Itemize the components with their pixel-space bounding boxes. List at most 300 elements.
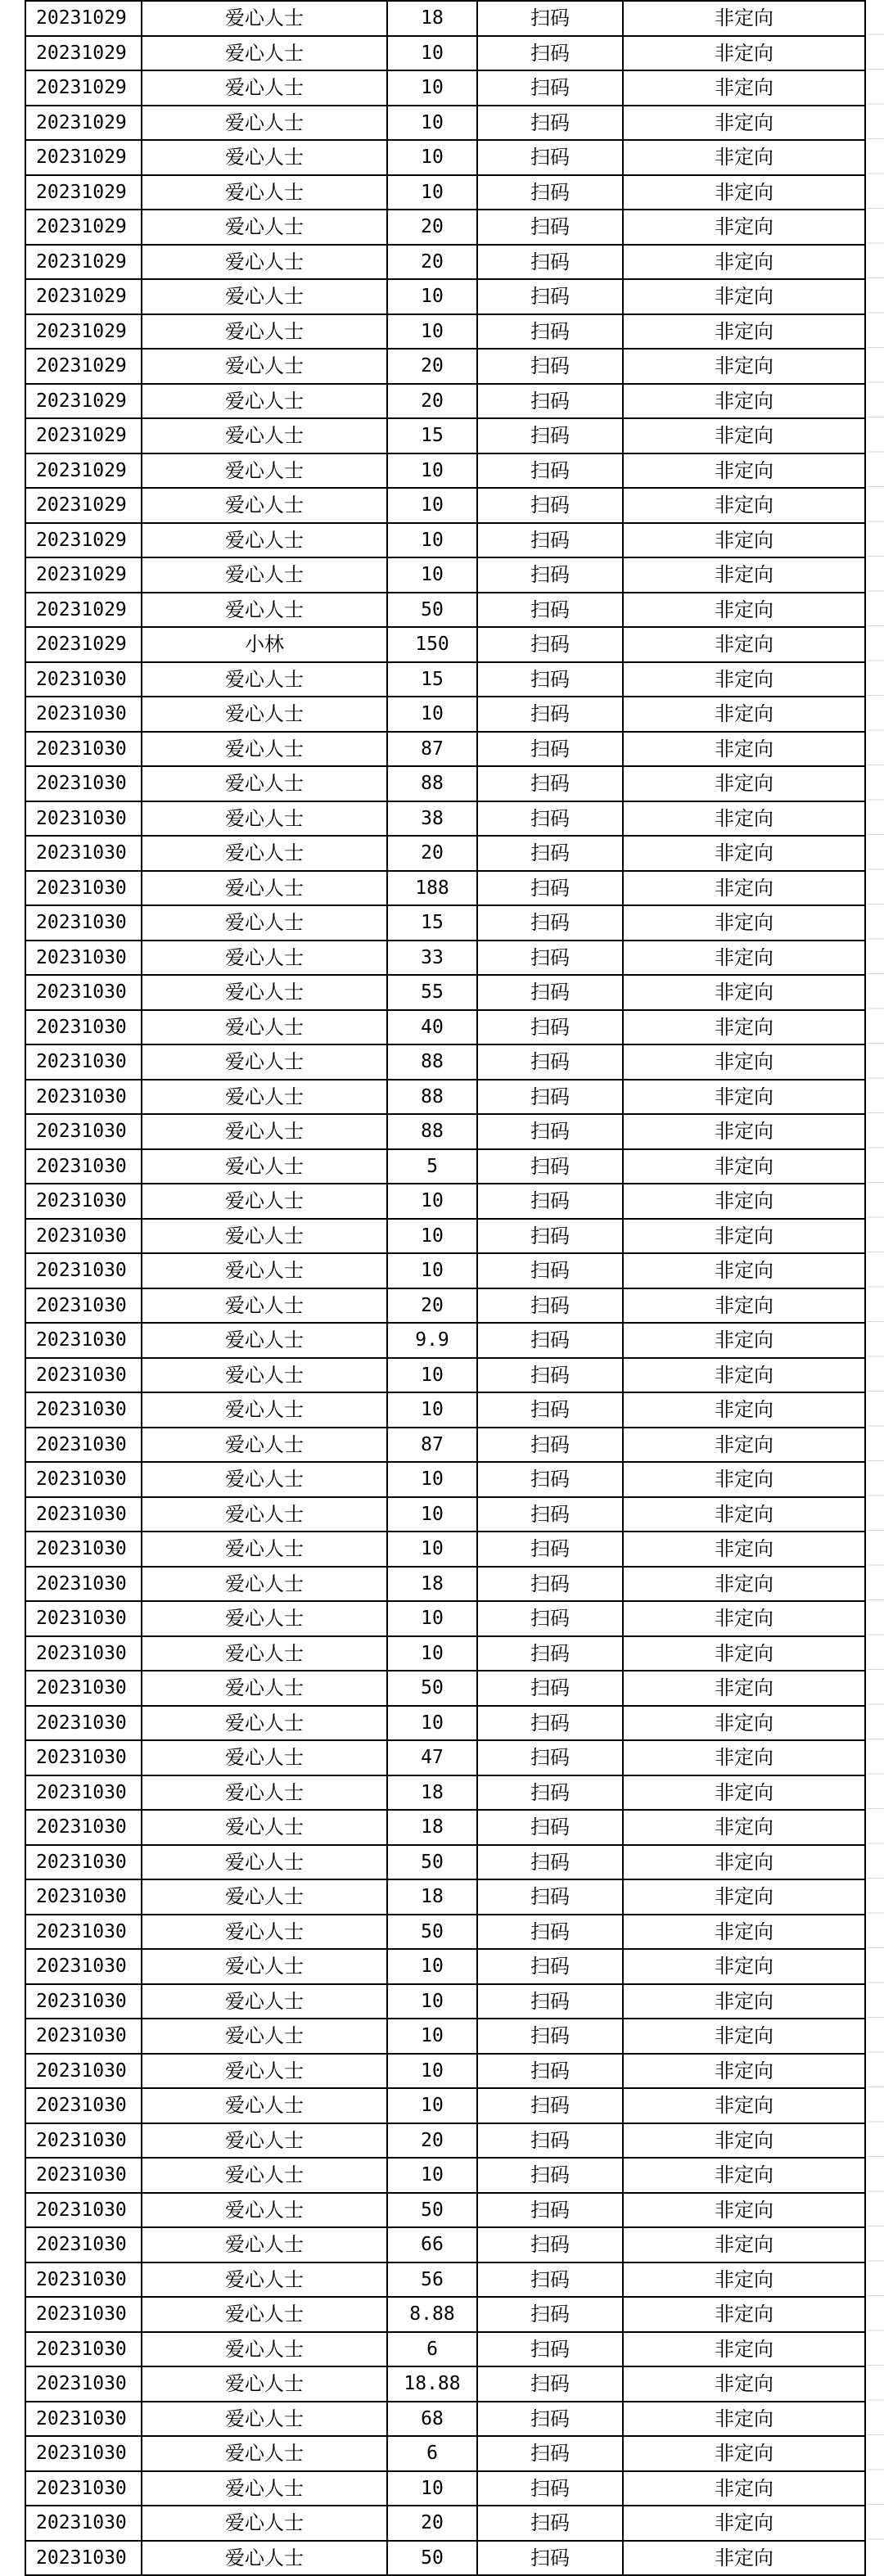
method-cell[interactable]: 扫码 [477, 662, 623, 697]
amount-cell[interactable]: 10 [387, 523, 477, 558]
type-cell[interactable]: 非定向 [623, 801, 865, 837]
method-cell[interactable]: 扫码 [477, 1497, 623, 1532]
type-cell[interactable]: 非定向 [623, 1949, 865, 1984]
type-cell[interactable]: 非定向 [623, 2262, 865, 2298]
type-cell[interactable]: 非定向 [623, 1671, 865, 1706]
donor-cell[interactable]: 爱心人士 [142, 70, 387, 106]
type-cell[interactable]: 非定向 [623, 453, 865, 489]
type-cell[interactable]: 非定向 [623, 1392, 865, 1428]
amount-cell[interactable]: 18 [387, 1879, 477, 1915]
amount-cell[interactable]: 10 [387, 1984, 477, 2019]
donor-cell[interactable]: 爱心人士 [142, 1532, 387, 1567]
amount-cell[interactable]: 10 [387, 557, 477, 593]
donor-cell[interactable]: 爱心人士 [142, 2019, 387, 2054]
type-cell[interactable]: 非定向 [623, 2297, 865, 2332]
method-cell[interactable]: 扫码 [477, 36, 623, 71]
donor-cell[interactable]: 爱心人士 [142, 453, 387, 489]
amount-cell[interactable]: 8.88 [387, 2297, 477, 2332]
method-cell[interactable]: 扫码 [477, 2541, 623, 2575]
donor-cell[interactable]: 爱心人士 [142, 418, 387, 453]
type-cell[interactable]: 非定向 [623, 1358, 865, 1393]
amount-cell[interactable]: 10 [387, 140, 477, 175]
date-cell[interactable]: 20231030 [25, 1253, 142, 1288]
date-cell[interactable]: 20231030 [25, 1288, 142, 1324]
donor-cell[interactable]: 爱心人士 [142, 975, 387, 1010]
date-cell[interactable]: 20231030 [25, 1636, 142, 1671]
method-cell[interactable]: 扫码 [477, 1080, 623, 1115]
type-cell[interactable]: 非定向 [623, 1601, 865, 1636]
method-cell[interactable]: 扫码 [477, 557, 623, 593]
method-cell[interactable]: 扫码 [477, 1740, 623, 1775]
amount-cell[interactable]: 20 [387, 349, 477, 384]
amount-cell[interactable]: 20 [387, 245, 477, 280]
method-cell[interactable]: 扫码 [477, 418, 623, 453]
method-cell[interactable]: 扫码 [477, 523, 623, 558]
method-cell[interactable]: 扫码 [477, 2297, 623, 2332]
date-cell[interactable]: 20231030 [25, 1497, 142, 1532]
type-cell[interactable]: 非定向 [623, 1, 865, 36]
type-cell[interactable]: 非定向 [623, 1010, 865, 1045]
date-cell[interactable]: 20231030 [25, 2088, 142, 2123]
date-cell[interactable]: 20231030 [25, 1392, 142, 1428]
type-cell[interactable]: 非定向 [623, 2471, 865, 2506]
type-cell[interactable]: 非定向 [623, 1810, 865, 1845]
donor-cell[interactable]: 爱心人士 [142, 905, 387, 941]
method-cell[interactable]: 扫码 [477, 384, 623, 419]
method-cell[interactable]: 扫码 [477, 627, 623, 662]
donor-cell[interactable]: 爱心人士 [142, 1428, 387, 1463]
donor-cell[interactable]: 爱心人士 [142, 871, 387, 906]
donor-cell[interactable]: 爱心人士 [142, 1671, 387, 1706]
method-cell[interactable]: 扫码 [477, 2332, 623, 2367]
method-cell[interactable]: 扫码 [477, 1428, 623, 1463]
donor-cell[interactable]: 爱心人士 [142, 1219, 387, 1254]
type-cell[interactable]: 非定向 [623, 106, 865, 141]
method-cell[interactable]: 扫码 [477, 1775, 623, 1811]
date-cell[interactable]: 20231030 [25, 836, 142, 871]
amount-cell[interactable]: 50 [387, 1915, 477, 1950]
date-cell[interactable]: 20231029 [25, 279, 142, 314]
donor-cell[interactable]: 爱心人士 [142, 245, 387, 280]
type-cell[interactable]: 非定向 [623, 1740, 865, 1775]
method-cell[interactable]: 扫码 [477, 1114, 623, 1149]
donor-cell[interactable]: 爱心人士 [142, 1879, 387, 1915]
donor-cell[interactable]: 爱心人士 [142, 349, 387, 384]
date-cell[interactable]: 20231030 [25, 766, 142, 801]
donor-cell[interactable]: 爱心人士 [142, 523, 387, 558]
donor-cell[interactable]: 爱心人士 [142, 2402, 387, 2437]
type-cell[interactable]: 非定向 [623, 2019, 865, 2054]
type-cell[interactable]: 非定向 [623, 36, 865, 71]
amount-cell[interactable]: 10 [387, 488, 477, 523]
method-cell[interactable]: 扫码 [477, 732, 623, 767]
donor-cell[interactable]: 爱心人士 [142, 1845, 387, 1880]
donor-cell[interactable]: 爱心人士 [142, 732, 387, 767]
donor-cell[interactable]: 爱心人士 [142, 1, 387, 36]
date-cell[interactable]: 20231029 [25, 453, 142, 489]
method-cell[interactable]: 扫码 [477, 1288, 623, 1324]
donor-cell[interactable]: 爱心人士 [142, 2506, 387, 2541]
amount-cell[interactable]: 5 [387, 1149, 477, 1184]
type-cell[interactable]: 非定向 [623, 1323, 865, 1358]
donor-cell[interactable]: 爱心人士 [142, 1149, 387, 1184]
donor-cell[interactable]: 爱心人士 [142, 662, 387, 697]
donor-cell[interactable]: 爱心人士 [142, 2123, 387, 2159]
donor-cell[interactable]: 爱心人士 [142, 801, 387, 837]
amount-cell[interactable]: 56 [387, 2262, 477, 2298]
type-cell[interactable]: 非定向 [623, 175, 865, 210]
donor-cell[interactable]: 爱心人士 [142, 766, 387, 801]
type-cell[interactable]: 非定向 [623, 2158, 865, 2193]
donor-cell[interactable]: 爱心人士 [142, 1497, 387, 1532]
date-cell[interactable]: 20231030 [25, 2054, 142, 2089]
date-cell[interactable]: 20231030 [25, 2158, 142, 2193]
type-cell[interactable]: 非定向 [623, 2366, 865, 2402]
date-cell[interactable]: 20231030 [25, 2297, 142, 2332]
donor-cell[interactable]: 爱心人士 [142, 1915, 387, 1950]
type-cell[interactable]: 非定向 [623, 1219, 865, 1254]
amount-cell[interactable]: 88 [387, 766, 477, 801]
type-cell[interactable]: 非定向 [623, 1184, 865, 1219]
donor-cell[interactable]: 爱心人士 [142, 1010, 387, 1045]
amount-cell[interactable]: 50 [387, 1671, 477, 1706]
type-cell[interactable]: 非定向 [623, 1253, 865, 1288]
method-cell[interactable]: 扫码 [477, 1219, 623, 1254]
type-cell[interactable]: 非定向 [623, 1149, 865, 1184]
method-cell[interactable]: 扫码 [477, 106, 623, 141]
donor-cell[interactable]: 爱心人士 [142, 1253, 387, 1288]
method-cell[interactable]: 扫码 [477, 2227, 623, 2262]
date-cell[interactable]: 20231030 [25, 2366, 142, 2402]
amount-cell[interactable]: 10 [387, 2158, 477, 2193]
type-cell[interactable]: 非定向 [623, 1288, 865, 1324]
amount-cell[interactable]: 10 [387, 453, 477, 489]
method-cell[interactable]: 扫码 [477, 1532, 623, 1567]
method-cell[interactable]: 扫码 [477, 1010, 623, 1045]
type-cell[interactable]: 非定向 [623, 1114, 865, 1149]
method-cell[interactable]: 扫码 [477, 801, 623, 837]
type-cell[interactable]: 非定向 [623, 1845, 865, 1880]
date-cell[interactable]: 20231030 [25, 1080, 142, 1115]
donor-cell[interactable]: 爱心人士 [142, 1810, 387, 1845]
amount-cell[interactable]: 68 [387, 2402, 477, 2437]
type-cell[interactable]: 非定向 [623, 2123, 865, 2159]
type-cell[interactable]: 非定向 [623, 488, 865, 523]
amount-cell[interactable]: 47 [387, 1740, 477, 1775]
method-cell[interactable]: 扫码 [477, 1601, 623, 1636]
method-cell[interactable]: 扫码 [477, 1358, 623, 1393]
donor-cell[interactable]: 爱心人士 [142, 1392, 387, 1428]
amount-cell[interactable]: 10 [387, 2019, 477, 2054]
method-cell[interactable]: 扫码 [477, 70, 623, 106]
type-cell[interactable]: 非定向 [623, 1462, 865, 1497]
date-cell[interactable]: 20231030 [25, 2193, 142, 2228]
method-cell[interactable]: 扫码 [477, 975, 623, 1010]
date-cell[interactable]: 20231030 [25, 2402, 142, 2437]
amount-cell[interactable]: 10 [387, 1601, 477, 1636]
donor-cell[interactable]: 爱心人士 [142, 488, 387, 523]
donor-cell[interactable]: 爱心人士 [142, 1288, 387, 1324]
donor-cell[interactable]: 爱心人士 [142, 2227, 387, 2262]
type-cell[interactable]: 非定向 [623, 766, 865, 801]
method-cell[interactable]: 扫码 [477, 2123, 623, 2159]
date-cell[interactable]: 20231029 [25, 557, 142, 593]
date-cell[interactable]: 20231030 [25, 941, 142, 976]
type-cell[interactable]: 非定向 [623, 1532, 865, 1567]
method-cell[interactable]: 扫码 [477, 175, 623, 210]
method-cell[interactable]: 扫码 [477, 836, 623, 871]
amount-cell[interactable]: 15 [387, 662, 477, 697]
amount-cell[interactable]: 20 [387, 2506, 477, 2541]
method-cell[interactable]: 扫码 [477, 2262, 623, 2298]
date-cell[interactable]: 20231030 [25, 871, 142, 906]
date-cell[interactable]: 20231030 [25, 801, 142, 837]
date-cell[interactable]: 20231029 [25, 70, 142, 106]
method-cell[interactable]: 扫码 [477, 2402, 623, 2437]
method-cell[interactable]: 扫码 [477, 1915, 623, 1950]
type-cell[interactable]: 非定向 [623, 1428, 865, 1463]
amount-cell[interactable]: 10 [387, 106, 477, 141]
donor-cell[interactable]: 爱心人士 [142, 1775, 387, 1811]
donor-cell[interactable]: 爱心人士 [142, 2297, 387, 2332]
amount-cell[interactable]: 55 [387, 975, 477, 1010]
date-cell[interactable]: 20231030 [25, 1323, 142, 1358]
amount-cell[interactable]: 9.9 [387, 1323, 477, 1358]
amount-cell[interactable]: 10 [387, 279, 477, 314]
amount-cell[interactable]: 10 [387, 1636, 477, 1671]
donor-cell[interactable]: 爱心人士 [142, 279, 387, 314]
date-cell[interactable]: 20231029 [25, 523, 142, 558]
method-cell[interactable]: 扫码 [477, 1949, 623, 1984]
amount-cell[interactable]: 10 [387, 1532, 477, 1567]
donor-cell[interactable]: 爱心人士 [142, 1567, 387, 1602]
method-cell[interactable]: 扫码 [477, 140, 623, 175]
date-cell[interactable]: 20231030 [25, 1532, 142, 1567]
date-cell[interactable]: 20231030 [25, 2436, 142, 2471]
donor-cell[interactable]: 爱心人士 [142, 557, 387, 593]
type-cell[interactable]: 非定向 [623, 1775, 865, 1811]
date-cell[interactable]: 20231030 [25, 1358, 142, 1393]
amount-cell[interactable]: 88 [387, 1114, 477, 1149]
type-cell[interactable]: 非定向 [623, 1497, 865, 1532]
amount-cell[interactable]: 66 [387, 2227, 477, 2262]
method-cell[interactable]: 扫码 [477, 1706, 623, 1741]
donor-cell[interactable]: 爱心人士 [142, 2436, 387, 2471]
amount-cell[interactable]: 18 [387, 1, 477, 36]
type-cell[interactable]: 非定向 [623, 2541, 865, 2575]
date-cell[interactable]: 20231029 [25, 384, 142, 419]
date-cell[interactable]: 20231030 [25, 662, 142, 697]
type-cell[interactable]: 非定向 [623, 1915, 865, 1950]
date-cell[interactable]: 20231030 [25, 1810, 142, 1845]
amount-cell[interactable]: 10 [387, 70, 477, 106]
donor-cell[interactable]: 爱心人士 [142, 210, 387, 245]
type-cell[interactable]: 非定向 [623, 697, 865, 732]
type-cell[interactable]: 非定向 [623, 245, 865, 280]
date-cell[interactable]: 20231030 [25, 1915, 142, 1950]
type-cell[interactable]: 非定向 [623, 2227, 865, 2262]
type-cell[interactable]: 非定向 [623, 2088, 865, 2123]
type-cell[interactable]: 非定向 [623, 905, 865, 941]
donor-cell[interactable]: 爱心人士 [142, 2262, 387, 2298]
date-cell[interactable]: 20231030 [25, 2332, 142, 2367]
amount-cell[interactable]: 10 [387, 2471, 477, 2506]
donor-cell[interactable]: 爱心人士 [142, 1080, 387, 1115]
donor-cell[interactable]: 爱心人士 [142, 1184, 387, 1219]
date-cell[interactable]: 20231030 [25, 1601, 142, 1636]
type-cell[interactable]: 非定向 [623, 941, 865, 976]
date-cell[interactable]: 20231029 [25, 627, 142, 662]
date-cell[interactable]: 20231030 [25, 1149, 142, 1184]
donor-cell[interactable]: 爱心人士 [142, 1706, 387, 1741]
donor-cell[interactable]: 爱心人士 [142, 697, 387, 732]
type-cell[interactable]: 非定向 [623, 279, 865, 314]
type-cell[interactable]: 非定向 [623, 871, 865, 906]
date-cell[interactable]: 20231029 [25, 210, 142, 245]
date-cell[interactable]: 20231029 [25, 1, 142, 36]
method-cell[interactable]: 扫码 [477, 1323, 623, 1358]
date-cell[interactable]: 20231030 [25, 1984, 142, 2019]
date-cell[interactable]: 20231030 [25, 1740, 142, 1775]
method-cell[interactable]: 扫码 [477, 1671, 623, 1706]
donor-cell[interactable]: 爱心人士 [142, 2541, 387, 2575]
date-cell[interactable]: 20231030 [25, 2227, 142, 2262]
method-cell[interactable]: 扫码 [477, 871, 623, 906]
method-cell[interactable]: 扫码 [477, 245, 623, 280]
amount-cell[interactable]: 10 [387, 1219, 477, 1254]
type-cell[interactable]: 非定向 [623, 210, 865, 245]
donor-cell[interactable]: 爱心人士 [142, 140, 387, 175]
donor-cell[interactable]: 爱心人士 [142, 2366, 387, 2402]
method-cell[interactable]: 扫码 [477, 2158, 623, 2193]
type-cell[interactable]: 非定向 [623, 557, 865, 593]
donor-cell[interactable]: 爱心人士 [142, 593, 387, 628]
method-cell[interactable]: 扫码 [477, 2054, 623, 2089]
donor-cell[interactable]: 爱心人士 [142, 1114, 387, 1149]
type-cell[interactable]: 非定向 [623, 2054, 865, 2089]
method-cell[interactable]: 扫码 [477, 2506, 623, 2541]
type-cell[interactable]: 非定向 [623, 1706, 865, 1741]
donor-cell[interactable]: 爱心人士 [142, 941, 387, 976]
date-cell[interactable]: 20231030 [25, 905, 142, 941]
method-cell[interactable]: 扫码 [477, 1044, 623, 1080]
date-cell[interactable]: 20231030 [25, 1775, 142, 1811]
method-cell[interactable]: 扫码 [477, 2088, 623, 2123]
date-cell[interactable]: 20231030 [25, 2262, 142, 2298]
method-cell[interactable]: 扫码 [477, 2019, 623, 2054]
method-cell[interactable]: 扫码 [477, 1845, 623, 1880]
method-cell[interactable]: 扫码 [477, 941, 623, 976]
amount-cell[interactable]: 6 [387, 2332, 477, 2367]
donor-cell[interactable]: 爱心人士 [142, 1949, 387, 1984]
amount-cell[interactable]: 6 [387, 2436, 477, 2471]
method-cell[interactable]: 扫码 [477, 349, 623, 384]
date-cell[interactable]: 20231030 [25, 1567, 142, 1602]
date-cell[interactable]: 20231029 [25, 314, 142, 350]
method-cell[interactable]: 扫码 [477, 1810, 623, 1845]
type-cell[interactable]: 非定向 [623, 836, 865, 871]
amount-cell[interactable]: 18 [387, 1810, 477, 1845]
method-cell[interactable]: 扫码 [477, 1149, 623, 1184]
date-cell[interactable]: 20231030 [25, 2506, 142, 2541]
type-cell[interactable]: 非定向 [623, 593, 865, 628]
donor-cell[interactable]: 爱心人士 [142, 314, 387, 350]
amount-cell[interactable]: 10 [387, 1253, 477, 1288]
type-cell[interactable]: 非定向 [623, 70, 865, 106]
type-cell[interactable]: 非定向 [623, 2193, 865, 2228]
date-cell[interactable]: 20231030 [25, 1879, 142, 1915]
method-cell[interactable]: 扫码 [477, 1184, 623, 1219]
date-cell[interactable]: 20231030 [25, 2123, 142, 2159]
type-cell[interactable]: 非定向 [623, 384, 865, 419]
amount-cell[interactable]: 10 [387, 2088, 477, 2123]
type-cell[interactable]: 非定向 [623, 732, 865, 767]
type-cell[interactable]: 非定向 [623, 1567, 865, 1602]
method-cell[interactable]: 扫码 [477, 1879, 623, 1915]
amount-cell[interactable]: 10 [387, 1184, 477, 1219]
donor-cell[interactable]: 爱心人士 [142, 1740, 387, 1775]
donor-cell[interactable]: 爱心人士 [142, 36, 387, 71]
donor-cell[interactable]: 爱心人士 [142, 106, 387, 141]
method-cell[interactable]: 扫码 [477, 697, 623, 732]
donor-cell[interactable]: 爱心人士 [142, 1984, 387, 2019]
amount-cell[interactable]: 10 [387, 1706, 477, 1741]
type-cell[interactable]: 非定向 [623, 523, 865, 558]
amount-cell[interactable]: 10 [387, 1949, 477, 1984]
donor-cell[interactable]: 爱心人士 [142, 836, 387, 871]
type-cell[interactable]: 非定向 [623, 1636, 865, 1671]
date-cell[interactable]: 20231030 [25, 1428, 142, 1463]
method-cell[interactable]: 扫码 [477, 2193, 623, 2228]
donor-cell[interactable]: 爱心人士 [142, 1044, 387, 1080]
amount-cell[interactable]: 15 [387, 418, 477, 453]
method-cell[interactable]: 扫码 [477, 1567, 623, 1602]
amount-cell[interactable]: 50 [387, 2193, 477, 2228]
donor-cell[interactable]: 爱心人士 [142, 2158, 387, 2193]
date-cell[interactable]: 20231030 [25, 1845, 142, 1880]
method-cell[interactable]: 扫码 [477, 279, 623, 314]
method-cell[interactable]: 扫码 [477, 488, 623, 523]
method-cell[interactable]: 扫码 [477, 1984, 623, 2019]
donor-cell[interactable]: 爱心人士 [142, 2088, 387, 2123]
date-cell[interactable]: 20231029 [25, 488, 142, 523]
date-cell[interactable]: 20231029 [25, 140, 142, 175]
date-cell[interactable]: 20231030 [25, 1010, 142, 1045]
type-cell[interactable]: 非定向 [623, 2436, 865, 2471]
date-cell[interactable]: 20231029 [25, 349, 142, 384]
type-cell[interactable]: 非定向 [623, 975, 865, 1010]
amount-cell[interactable]: 10 [387, 314, 477, 350]
donor-cell[interactable]: 爱心人士 [142, 1358, 387, 1393]
method-cell[interactable]: 扫码 [477, 314, 623, 350]
amount-cell[interactable]: 87 [387, 1428, 477, 1463]
date-cell[interactable]: 20231030 [25, 1671, 142, 1706]
amount-cell[interactable]: 10 [387, 1462, 477, 1497]
donor-cell[interactable]: 小林 [142, 627, 387, 662]
amount-cell[interactable]: 20 [387, 210, 477, 245]
type-cell[interactable]: 非定向 [623, 1984, 865, 2019]
type-cell[interactable]: 非定向 [623, 418, 865, 453]
type-cell[interactable]: 非定向 [623, 140, 865, 175]
method-cell[interactable]: 扫码 [477, 1636, 623, 1671]
type-cell[interactable]: 非定向 [623, 349, 865, 384]
amount-cell[interactable]: 10 [387, 2054, 477, 2089]
amount-cell[interactable]: 10 [387, 1392, 477, 1428]
date-cell[interactable]: 20231030 [25, 1114, 142, 1149]
amount-cell[interactable]: 10 [387, 1497, 477, 1532]
donor-cell[interactable]: 爱心人士 [142, 1462, 387, 1497]
method-cell[interactable]: 扫码 [477, 905, 623, 941]
